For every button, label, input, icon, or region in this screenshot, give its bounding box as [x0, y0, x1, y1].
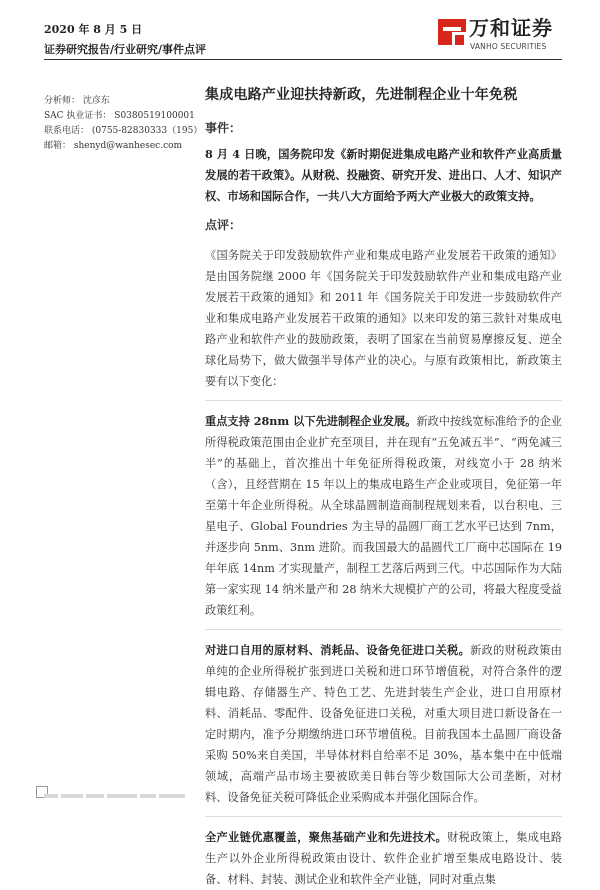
- comment-heading: 点评：: [205, 218, 242, 232]
- event-heading: 事件：: [205, 121, 242, 135]
- report-header: [44, 22, 206, 58]
- report-body: [205, 118, 562, 890]
- logo-text-cn: 万和证券: [469, 16, 553, 40]
- section-divider: [205, 400, 562, 401]
- footer-cutoff: [44, 786, 234, 798]
- point-body: 新政中按线宽标准给予的企业所得税政策范围由企业扩充至项目，并在现有“五免减五半”、“两免减三半”的基础上，首次推出十年免征所得税政策，对线宽小于 28 纳米（含），且经营期在 15 年以上的集成电路生产企业或项目，免征第一年至第十年企业所得税。从全球晶圆制造商制程规划来看，以台积电、三星电子、Global Foundries 为主导的晶圆厂商工艺水平已达到 7nm，并逐步向 5nm、3nm 进阶。而我国最大的晶圆代工厂商中芯国际在 19 年年底 14nm 才实现量产，制程工艺落后两到三代。中芯国际作为大陆第一家实现 14 纳米量产和 28 纳米大规模扩产的公司，将最大程度受益政策红利。: [205, 415, 562, 617]
- analyst-email: 邮箱： shenyd@wanhesec.com: [44, 141, 183, 151]
- vanho-logo-icon: [437, 16, 467, 48]
- point-lead: 重点支持 28nm 以下先进制程企业发展。: [205, 414, 417, 428]
- brand-logo: [437, 16, 567, 56]
- point-paragraph: [205, 640, 562, 808]
- point-lead: 对进口自用的原材料、消耗品、设备免征进口关税。: [205, 643, 471, 657]
- logo-text-en: VANHO SECURITIES: [470, 42, 547, 51]
- report-title: 集成电路产业迎扶持新政，先进制程企业十年免税: [205, 87, 518, 103]
- section-divider: [205, 816, 562, 817]
- analyst-info: [44, 94, 203, 154]
- section-divider: [205, 629, 562, 630]
- point-paragraph: [205, 411, 562, 621]
- point-paragraph: [205, 827, 562, 890]
- analyst-license: SAC 执业证书： S0380519100001: [44, 111, 195, 121]
- point-lead: 全产业链优惠覆盖，聚焦基础产业和先进技术。: [205, 830, 448, 844]
- analyst-phone: 联系电话： (0755-82830333（195）: [44, 126, 203, 136]
- header-divider: [44, 59, 562, 60]
- event-paragraph: 8 月 4 日晚，国务院印发《新时期促进集成电路产业和软件产业高质量发展的若干政策》。从财税、投融资、研究开发、进出口、人才、知识产权、市场和国际合作，一共八大方面给予两大产业极大的政策支持。: [205, 147, 562, 203]
- comment-intro-paragraph: 《国务院关于印发鼓励软件产业和集成电路产业发展若干政策的通知》是由国务院继 2000 年《国务院关于印发鼓励软件产业和集成电路产业发展若干政策的通知》和 2011 年《国务院关于印发进一步鼓励软件产业和集成电路产业发展若干政策的通知》以来印发的第三款针对集成电路产业和软件产业的鼓励政策，表明了国家在当前贸易摩擦反复、逆全球化局势下，做大做强半导体产业的决心。与原有政策相比，新政策主要有以下变化：: [205, 249, 562, 388]
- point-body: 财税政策上，集成电路生产以外企业所得税政策由设计、软件企业扩增至集成电路设计、装备、材料、封装、测试企业和软件全产业链，同时对重点集: [205, 831, 562, 886]
- point-body: 新政的财税政策由单纯的企业所得税扩张到进口关税和进口环节增值税，对符合条件的逻辑电路、存储器生产、特色工艺、先进封装生产企业，进口自用原材料、消耗品、零配件、设备免征进口关税，对重大项目进口新设备在一定时期内，准予分期缴纳进口环节增值税。目前我国本土晶圆厂商设备采购 50%来自美国，半导体材料自给率不足 30%，基本集中在中低端领域，高端产品市场主要被欧美日韩台等少数国际大公司垄断，对材料、设备免征关税可降低企业采购成本并强化国际合作。: [205, 644, 562, 804]
- analyst-name: 分析师： 沈彦东: [44, 96, 110, 106]
- breadcrumb: 证券研究报告/行业研究/事件点评: [44, 43, 207, 56]
- report-date: 2020 年 8 月 5 日: [44, 23, 143, 36]
